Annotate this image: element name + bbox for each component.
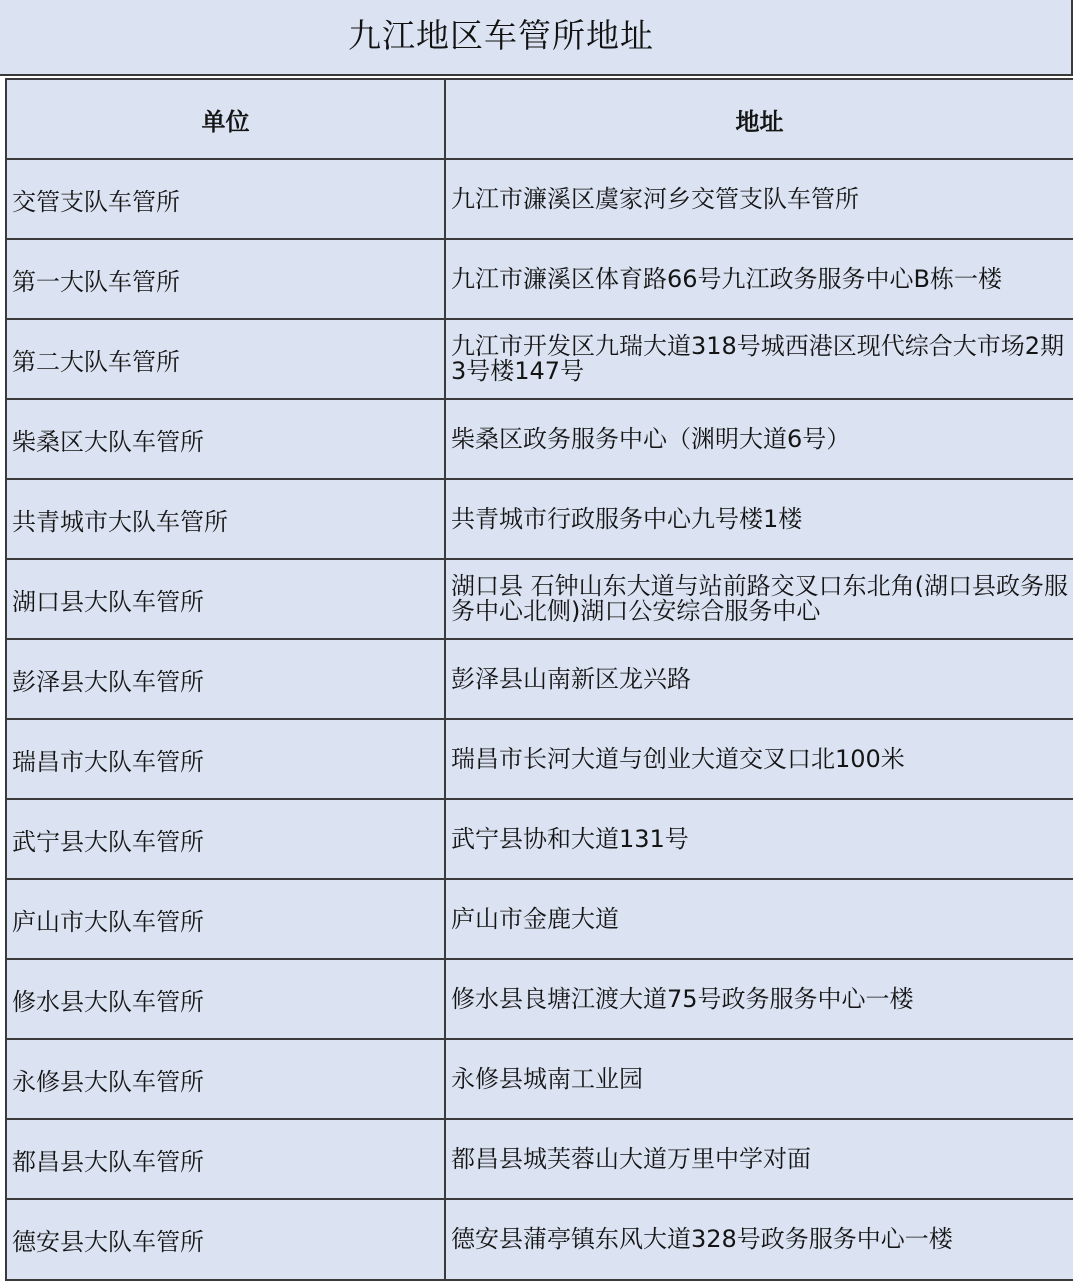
table-row — [6, 719, 1074, 799]
title-cell[interactable] — [0, 0, 1073, 76]
address-cell[interactable]: 永修县城南工业园 — [445, 1039, 1074, 1119]
address-cell[interactable]: 九江市濂溪区体育路66号九江政务服务中心B栋一楼 — [445, 239, 1074, 319]
table-row — [6, 479, 1074, 559]
unit-column-header[interactable]: 单位 — [6, 79, 445, 159]
table-row — [6, 319, 1074, 399]
unit-cell[interactable]: 湖口县大队车管所 — [6, 559, 445, 639]
unit-cell[interactable]: 武宁县大队车管所 — [6, 799, 445, 879]
unit-cell[interactable]: 修水县大队车管所 — [6, 959, 445, 1039]
table-row — [6, 1199, 1074, 1280]
table-row — [6, 1039, 1074, 1119]
table-row — [6, 1119, 1074, 1199]
unit-cell[interactable]: 共青城市大队车管所 — [6, 479, 445, 559]
address-cell[interactable]: 都昌县城芙蓉山大道万里中学对面 — [445, 1119, 1074, 1199]
unit-cell[interactable]: 永修县大队车管所 — [6, 1039, 445, 1119]
page-title: 九江地区车管所地址 — [348, 16, 654, 55]
unit-cell[interactable]: 交管支队车管所 — [6, 159, 445, 239]
address-table — [5, 78, 1075, 1281]
table-row — [6, 159, 1074, 239]
unit-cell[interactable]: 德安县大队车管所 — [6, 1199, 445, 1280]
address-cell[interactable]: 彭泽县山南新区龙兴路 — [445, 639, 1074, 719]
table-row — [6, 399, 1074, 479]
table-row — [6, 799, 1074, 879]
unit-cell[interactable]: 瑞昌市大队车管所 — [6, 719, 445, 799]
address-cell[interactable]: 修水县良塘江渡大道75号政务服务中心一楼 — [445, 959, 1074, 1039]
table-row — [6, 239, 1074, 319]
address-cell[interactable]: 柴桑区政务服务中心（渊明大道6号） — [445, 399, 1074, 479]
address-cell[interactable]: 共青城市行政服务中心九号楼1楼 — [445, 479, 1074, 559]
unit-cell[interactable]: 都昌县大队车管所 — [6, 1119, 445, 1199]
unit-cell[interactable]: 第一大队车管所 — [6, 239, 445, 319]
address-cell[interactable]: 庐山市金鹿大道 — [445, 879, 1074, 959]
unit-cell[interactable]: 彭泽县大队车管所 — [6, 639, 445, 719]
sheet-right-margin — [1073, 0, 1080, 1282]
unit-cell[interactable]: 第二大队车管所 — [6, 319, 445, 399]
address-cell[interactable]: 德安县蒲亭镇东风大道328号政务服务中心一楼 — [445, 1199, 1074, 1280]
address-column-header[interactable]: 地址 — [445, 79, 1074, 159]
address-cell[interactable]: 九江市开发区九瑞大道318号城西港区现代综合大市场2期3号楼147号 — [445, 319, 1074, 399]
address-cell[interactable]: 九江市濂溪区虞家河乡交管支队车管所 — [445, 159, 1074, 239]
unit-cell[interactable]: 柴桑区大队车管所 — [6, 399, 445, 479]
table-row — [6, 639, 1074, 719]
unit-cell[interactable]: 庐山市大队车管所 — [6, 879, 445, 959]
header-row — [6, 79, 1074, 159]
table-row — [6, 879, 1074, 959]
address-cell[interactable]: 湖口县 石钟山东大道与站前路交叉口东北角(湖口县政务服务中心北侧)湖口公安综合服务中心 — [445, 559, 1074, 639]
table-row — [6, 559, 1074, 639]
address-cell[interactable]: 瑞昌市长河大道与创业大道交叉口北100米 — [445, 719, 1074, 799]
table-row — [6, 959, 1074, 1039]
address-cell[interactable]: 武宁县协和大道131号 — [445, 799, 1074, 879]
